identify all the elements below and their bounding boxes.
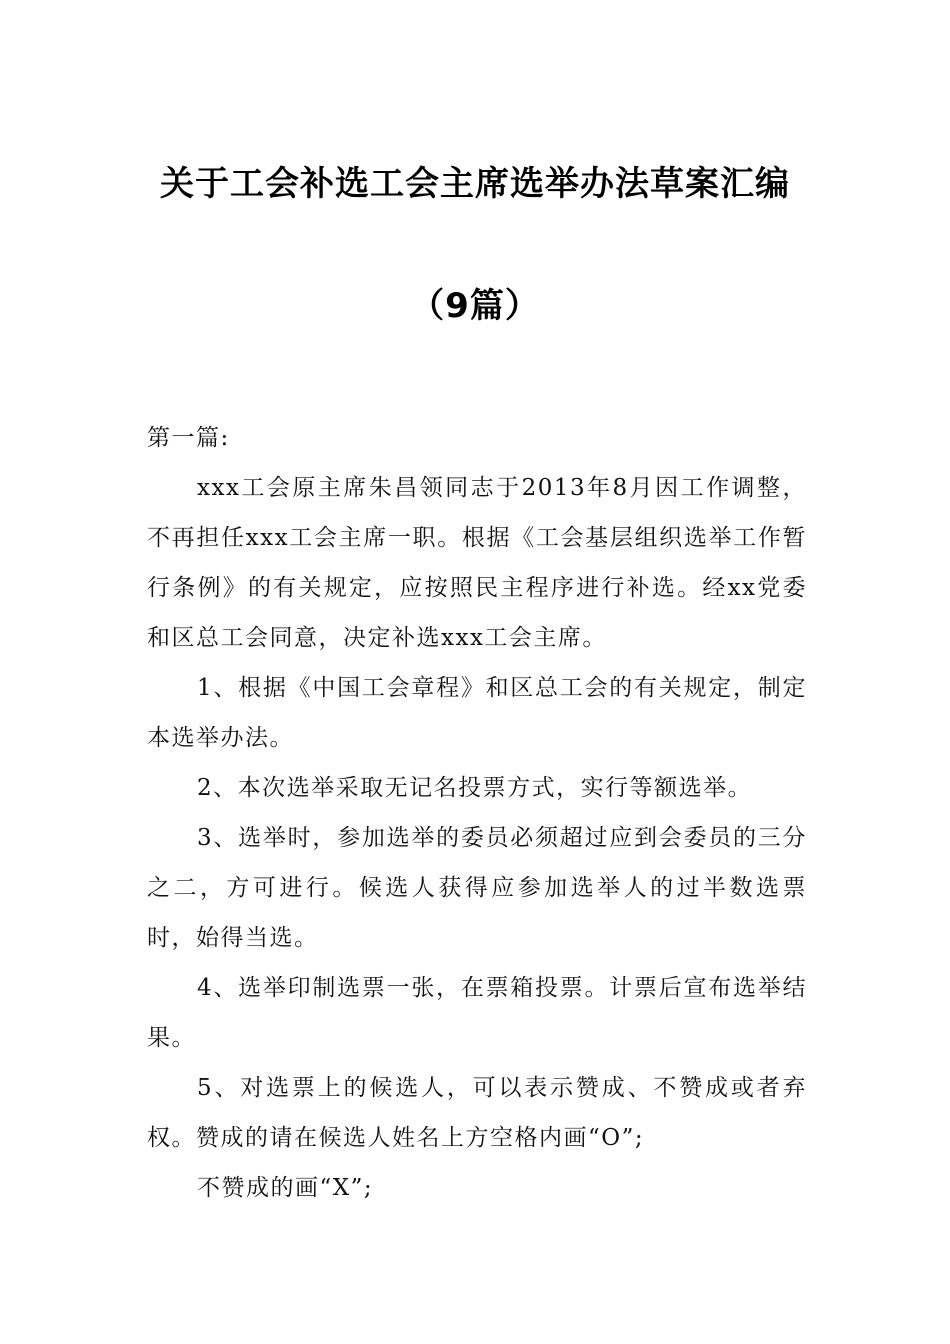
paragraph-item-2: 2、本次选举采取无记名投票方式，实行等额选举。 xyxy=(197,775,753,801)
document-title: 关于工会补选工会主席选举办法草案汇编 xyxy=(160,164,790,204)
document-body xyxy=(147,413,807,1213)
paragraph-intro: xxx工会原主席朱昌领同志于2013年8月因工作调整，不再担任xxx工会主席一职。根据《工会基层组织选举工作暂行条例》的有关规定，应按照民主程序进行补选。经xx党委和区总工会同意，决定补选xxx工会主席。 xyxy=(147,475,807,651)
paragraph-item-1: 1、根据《中国工会章程》和区总工会的有关规定，制定本选举办法。 xyxy=(147,675,807,751)
paragraph-item-5-cont: 不赞成的画“X”; xyxy=(197,1175,374,1201)
section-heading: 第一篇: xyxy=(147,425,230,451)
paragraph-item-3: 3、选举时，参加选举的委员必须超过应到会委员的三分之二，方可进行。候选人获得应参加选举人的过半数选票时，始得当选。 xyxy=(147,825,807,951)
document-subtitle: （9篇） xyxy=(410,286,540,326)
paragraph-item-5: 5、对选票上的候选人，可以表示赞成、不赞成或者弃权。赞成的请在候选人姓名上方空格内画“O”; xyxy=(147,1075,807,1151)
paragraph-item-4: 4、选举印制选票一张，在票箱投票。计票后宣布选举结果。 xyxy=(147,975,807,1051)
